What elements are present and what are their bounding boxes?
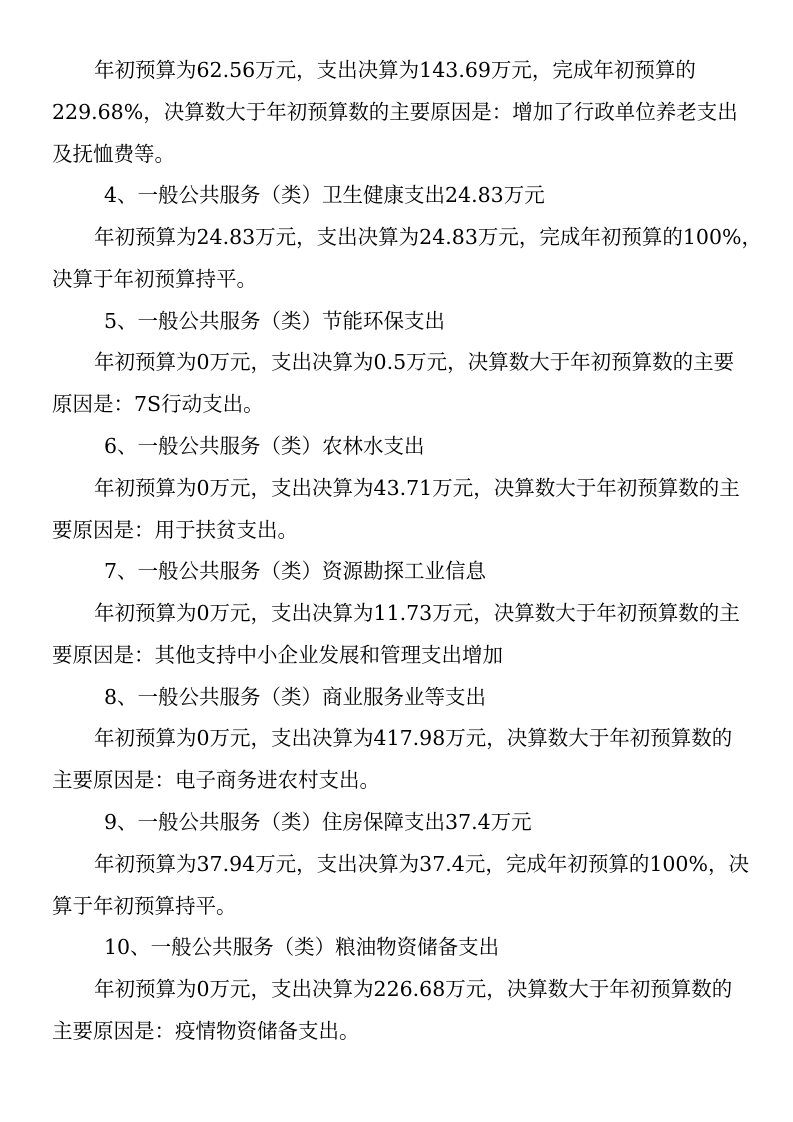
section-heading: 10、一般公共服务（类）粮油物资储备支出 — [104, 935, 500, 959]
paragraph-line: 229.68%，决算数大于年初预算数的主要原因是：增加了行政单位养老支出 — [52, 100, 738, 124]
section-heading: 4、一般公共服务（类）卫生健康支出24.83万元 — [104, 183, 545, 207]
paragraph-line: 年初预算为0万元，支出决算为11.73万元，决算数大于年初预算数的主 — [94, 601, 740, 625]
section-heading: 9、一般公共服务（类）住房保障支出37.4万元 — [104, 810, 532, 834]
paragraph-line: 要原因是：其他支持中小企业发展和管理支出增加 — [52, 643, 503, 667]
section-heading: 5、一般公共服务（类）节能环保支出 — [104, 309, 446, 333]
paragraph-line: 年初预算为0万元，支出决算为0.5万元，决算数大于年初预算数的主要 — [94, 350, 735, 374]
paragraph-line: 主要原因是：疫情物资储备支出。 — [52, 1019, 360, 1043]
paragraph-line: 年初预算为24.83万元，支出决算为24.83万元，完成年初预算的100%， — [94, 225, 762, 249]
paragraph-line: 决算于年初预算持平。 — [52, 267, 257, 291]
paragraph-line: 年初预算为37.94万元，支出决算为37.4元，完成年初预算的100%，决 — [94, 852, 749, 876]
paragraph-line: 年初预算为0万元，支出决算为226.68万元，决算数大于年初预算数的 — [94, 977, 733, 1001]
paragraph-line: 要原因是：用于扶贫支出。 — [52, 518, 298, 542]
paragraph-line: 原因是：7S行动支出。 — [52, 392, 264, 416]
section-heading: 8、一般公共服务（类）商业服务业等支出 — [104, 685, 487, 709]
paragraph-line: 年初预算为62.56万元，支出决算为143.69万元，完成年初预算的 — [94, 58, 696, 82]
paragraph-line: 及抚恤费等。 — [52, 142, 175, 166]
section-heading: 6、一般公共服务（类）农林水支出 — [104, 434, 425, 458]
paragraph-line: 算于年初预算持平。 — [52, 894, 237, 918]
paragraph-line: 年初预算为0万元，支出决算为43.71万元，决算数大于年初预算数的主 — [94, 476, 740, 500]
section-heading: 7、一般公共服务（类）资源勘探工业信息 — [104, 559, 487, 583]
paragraph-line: 主要原因是：电子商务进农村支出。 — [52, 768, 380, 792]
paragraph-line: 年初预算为0万元，支出决算为417.98万元，决算数大于年初预算数的 — [94, 726, 733, 750]
